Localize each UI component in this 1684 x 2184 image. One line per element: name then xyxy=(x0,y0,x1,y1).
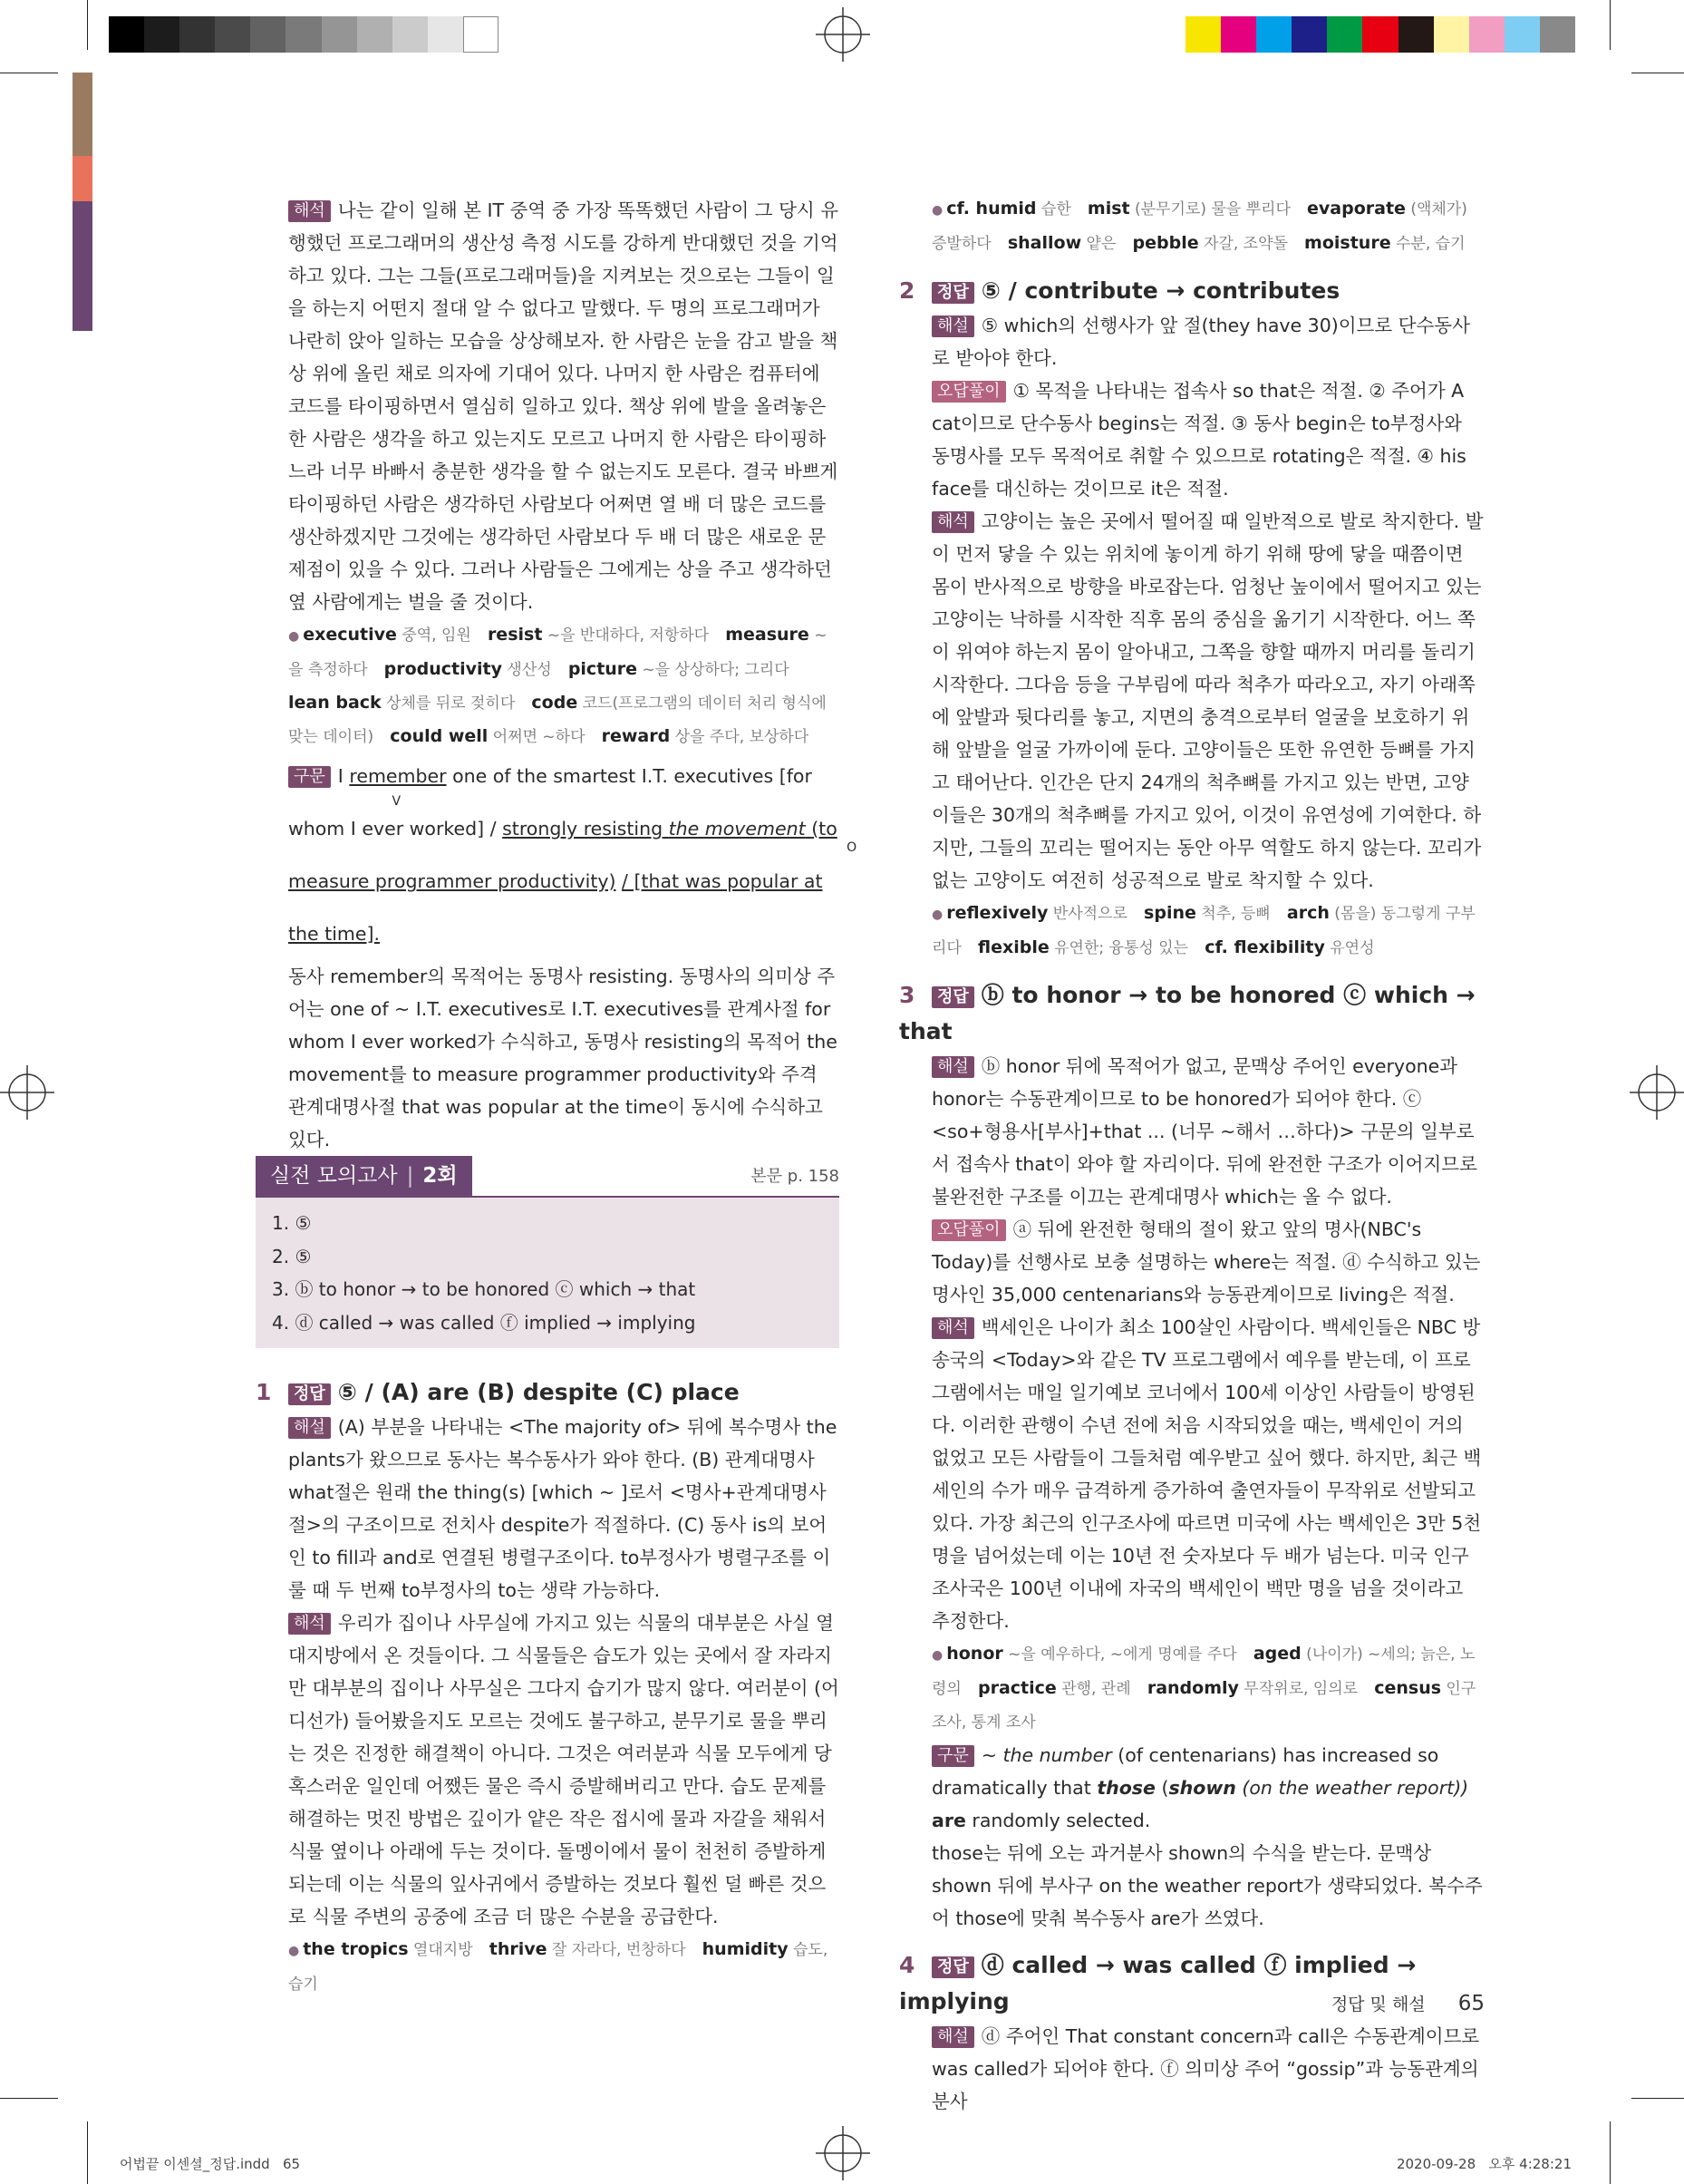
registration-mark xyxy=(1630,1065,1684,1120)
syntax-explanation: those는 뒤에 오는 과거분사 shown의 수식을 받는다. 문맥상 shown 뒤에 부사구 on the weather report가 생략되었다. 복수주어 those에 맞춰 복수동사 are가 쓰였다. xyxy=(932,1842,1483,1929)
vocab-list xyxy=(288,1933,839,2001)
color-swatch xyxy=(1292,16,1328,53)
vocab-meaning: 인구 조사, 통계 조사 xyxy=(932,1680,1476,1732)
color-swatch xyxy=(322,16,358,53)
vocab-word: cf. flexibility xyxy=(1205,937,1325,957)
vocab-word: picture xyxy=(567,659,638,679)
translation: 해석 우리가 집이나 사무실에 가지고 있는 식물의 대부분은 사실 열대지방에서 온 것들이다. 그 식물들은 습도가 있는 곳에서 잘 자라지만 대부분의 집이나 사무실은 그다지 습기가 많지 않다. 여러분이 (어디선가) 들어봤을지도 모르는 것에도 불구하고, 분무기로 물을 뿌리는 것은 진정한 해결책이 아니다. 그것은 여러분과 식물 모두에게 당혹스러운 일인데 어쨌든 물은 즉시 증발해버리고 만다. 습도 문제를 해결하는 멋진 방법은 깊이가 얕은 작은 접시에 물과 자갈을 채워서 식물 옆이나 아래에 두는 것이다. 돌멩이에서 물이 천천히 증발하게 되는데 이는 식물의 잎사귀에서 증발하는 것보다 훨씬 덜 빠른 것으로 식물 주변의 공중에 조금 더 많은 수분을 공급한다. xyxy=(288,1612,839,1927)
vocab-meaning: 습도, 습기 xyxy=(288,1941,828,1994)
answer-list xyxy=(256,1198,839,1348)
color-swatch xyxy=(1469,16,1505,53)
vocab-word: mist xyxy=(1087,199,1130,218)
right-column xyxy=(899,192,1485,2118)
wrong-answer-note: 오답풀이 ⓐ 뒤에 완전한 형태의 절이 왔고 앞의 명사(NBC's Today)를 선행사로 보충 설명하는 where는 적절. ⓓ 수식하고 있는 명사인 35,000 centenarians와 능동관계이므로 living은 적절. xyxy=(932,1218,1481,1306)
vocab-meaning: 무작위로, 임의로 xyxy=(1238,1680,1359,1698)
vocab-list xyxy=(288,618,839,753)
slug-date: 2020-09-28 오후 4:28:21 xyxy=(1396,2156,1572,2172)
vocab-meaning: 척추, 등뼈 xyxy=(1195,905,1271,923)
crop-mark xyxy=(1631,2098,1684,2099)
color-swatch xyxy=(1434,16,1470,53)
translation-paragraph: 해석 나는 같이 일해 본 IT 중역 중 가장 똑똑했던 사람이 그 당시 유행했던 프로그래머의 생산성 측정 시도를 강하게 반대했던 것을 기억하고 있다. 그는 그들(프로그래머들)을 지켜보는 것으로는 그들이 일을 하는지 어떤지 절대 알 수 없다고 말했다. 두 명의 프로그래머가 나란히 앉아 일하는 모습을 상상해보자. 한 사람은 눈을 감고 발을 책상 위에 올린 채로 의자에 기대어 있다. 나머지 한 사람은 컴퓨터에 코드를 타이핑하면서 열심히 일하고 있다. 책상 위에 발을 올려놓은 한 사람은 생각을 하고 있는지도 모르고 나머지 한 사람은 타이핑하느라 너무 바빠서 충분한 생각을 할 수 없는지도 모른다. 결국 바쁘게 타이핑하던 사람은 생각하던 사람보다 어쩌면 열 배 더 많은 코드를 생산하겠지만 그것에는 생각하던 사람보다 두 배 더 많은 새로운 문제점이 있을 수 있다. 그러나 사람들은 그에게는 상을 주고 생각하던 옆 사람에게는 벌을 줄 것이다. xyxy=(288,199,839,613)
vocab-word: aged xyxy=(1253,1644,1302,1664)
vocab-word: could well xyxy=(390,726,489,746)
crop-mark xyxy=(87,0,88,50)
crop-mark xyxy=(87,2121,88,2184)
vocab-meaning: ~을 상상하다; 그리다 xyxy=(637,661,789,679)
vocab-meaning: 반사적으로 xyxy=(1048,905,1128,923)
vocab-word: moisture xyxy=(1304,233,1391,253)
answer-line: 4 정답 ⓓ called → was called ⓕ implied → implying xyxy=(899,1952,1417,2014)
syntax-note: 구문 ~ the number (of centenarians) has increased so dramatically that those (shown (on the weather report)) are randomly selected. xyxy=(932,1744,1469,1831)
page-reference: 본문 p. 158 xyxy=(750,1167,839,1186)
color-swatch xyxy=(1327,16,1363,53)
syntax-explanation: 동사 remember의 목적어는 동명사 resisting. 동명사의 의미상 주어는 one of ~ I.T. executives로 I.T. executives를 관계사절 for whom I ever worked가 수식하고, 동명사 resisting의 목적어 the movement를 to measure programmer productivity와 주격 관계대명사절 that was popular at the time이 동시에 수식하고 있다. xyxy=(288,966,837,1150)
vocab-word: the tropics xyxy=(303,1939,409,1959)
answer-item: 1. ⑤ xyxy=(272,1212,312,1234)
color-swatch xyxy=(357,16,393,53)
registration-mark xyxy=(816,2126,870,2180)
vocab-word: measure xyxy=(725,625,809,645)
vocab-meaning: 중역, 임원 xyxy=(396,626,471,645)
color-swatch xyxy=(1362,16,1398,53)
vocab-word: practice xyxy=(977,1678,1057,1698)
vocab-word: lean back xyxy=(288,693,382,713)
crop-mark xyxy=(0,2098,58,2099)
vocab-meaning: 유연한; 융통성 있는 xyxy=(1049,939,1189,957)
bullet-icon: ● xyxy=(932,1648,944,1663)
vocab-meaning: (몸을) 동그렇게 구부리다 xyxy=(932,905,1476,957)
color-swatch xyxy=(1398,16,1435,53)
vocab-meaning: (분무기로) 물을 뿌리다 xyxy=(1129,200,1291,218)
bullet-icon: ● xyxy=(288,1944,300,1958)
answer-item: 4. ⓓ called → was called ⓕ implied → implying xyxy=(272,1311,696,1334)
color-swatch xyxy=(179,16,216,53)
syntax-tag: 구문 xyxy=(288,766,331,788)
vocab-word: randomly xyxy=(1147,1678,1239,1698)
color-swatch xyxy=(1221,16,1257,53)
answer-item: 3. ⓑ to honor → to be honored ⓒ which → that xyxy=(272,1278,696,1300)
vocab-word: resist xyxy=(487,625,543,645)
bullet-icon: ● xyxy=(288,629,300,644)
vocab-word: shallow xyxy=(1007,233,1082,253)
crop-mark xyxy=(1610,2121,1611,2184)
vocab-word: code xyxy=(531,693,578,713)
vocab-meaning: 습한 xyxy=(1036,200,1071,218)
slug-file-name: 어법끝 이센셜_정답.indd 65 xyxy=(120,2156,301,2172)
color-swatch xyxy=(392,16,429,53)
translation-tag: 해석 xyxy=(288,200,331,222)
vocab-word: evaporate xyxy=(1307,199,1406,218)
translation: 해석 고양이는 높은 곳에서 떨어질 때 일반적으로 발로 착지한다. 발이 먼저 닿을 수 있는 위치에 놓이게 하기 위해 땅에 닿을 때쯤이면 몸이 반사적으로 방향을 바로잡는다. 엄청난 높이에서 떨어지고 있는 고양이는 낙하를 시작한 직후 몸의 중심을 옮기기 시작한다. 어느 쪽이 위여야 하는지 몸이 알아내고, 그쪽을 향할 때까지 머리를 돌리기 시작한다. 그다음 등을 구부림에 따라 척추가 따라오고, 자기 아래쪽에 앞발과 뒷다리를 놓고, 지면의 충격으로부터 얼굴을 보호하기 위해 앞발을 얼굴 가까이에 둔다. 고양이들은 또한 유연한 등뼈를 가지고 태어난다. 인간은 단지 24개의 척추뼈를 가지고 있는 반면, 고양이들은 30개의 척추뼈를 가지고 있어, 이것이 유연성에 기여한다. 하지만, 그들의 꼬리는 떨어지는 동안 아무 역할도 하지 않는다. 꼬리가 없는 고양이도 여전히 성공적으로 발로 착지할 수 있다. xyxy=(932,510,1484,891)
bullet-icon: ● xyxy=(932,908,944,922)
vocab-meaning: 관행, 관례 xyxy=(1056,1680,1131,1698)
vocab-meaning: 코드(프로그램의 데이터 처리 형식에 맞는 데이터) xyxy=(288,694,827,746)
left-column-top xyxy=(288,194,857,1156)
color-swatch xyxy=(1505,16,1541,53)
vocab-meaning: ~을 측정하다 xyxy=(288,626,827,679)
vocab-meaning: 열대지방 xyxy=(408,1941,473,1959)
color-swatch xyxy=(1540,16,1576,53)
color-swatch xyxy=(463,16,499,53)
answer-line: 3 정답 ⓑ to honor → to be honored ⓒ which → that xyxy=(899,982,1476,1044)
gray-color-bar xyxy=(109,16,498,53)
vocab-word: executive xyxy=(303,625,397,645)
vocab-meaning: 상을 주다, 보상하다 xyxy=(670,728,809,746)
answer-line: 1 정답 ⑤ / (A) are (B) despite (C) place xyxy=(256,1379,740,1405)
vocab-meaning: 상체를 뒤로 젖히다 xyxy=(381,694,516,713)
vocab-meaning: 자갈, 조약돌 xyxy=(1198,235,1288,253)
registration-mark xyxy=(0,1065,54,1120)
side-tab-bar xyxy=(73,73,92,331)
syntax-note: 구문 I remember V one of the smartest I.T. executives [for whom I ever worked] / strongly resisting the movement (to measure programmer productivity) O / [that was popular at the time]. xyxy=(288,765,857,945)
vocab-word: productivity xyxy=(383,659,503,679)
bullet-icon: ● xyxy=(932,203,944,218)
vocab-meaning: 어쩌면 ~하다 xyxy=(488,728,586,746)
explanation: 해설 (A) 부분을 나타내는 <The majority of> 뒤에 복수명사 the plants가 왔으므로 동사는 복수동사가 와야 한다. (B) 관계대명사 what절은 원래 the thing(s) [which ~ ]로서 <명사+관계대명사절>의 구조이므로 전치사 despite가 적절하다. (C) 동사 is의 보어인 to fill과 and로 연결된 병렬구조이다. to부정사가 병렬구조를 이룰 때 두 번째 to부정사의 to는 생략 가능하다. xyxy=(288,1416,837,1601)
color-swatch xyxy=(109,16,145,53)
vocab-word: census xyxy=(1374,1678,1442,1698)
vocab-word: reward xyxy=(601,726,671,746)
vocab-word: thrive xyxy=(489,1939,547,1959)
color-swatch xyxy=(1256,16,1292,53)
vocab-meaning: ~을 예우하다, ~에게 명예를 주다 xyxy=(1002,1645,1237,1664)
vocab-list xyxy=(899,192,1485,260)
vocab-word: flexible xyxy=(977,937,1050,957)
color-swatch xyxy=(215,16,251,53)
vocab-list xyxy=(932,1637,1485,1739)
color-swatch xyxy=(1186,16,1222,53)
vocab-meaning: 얕은 xyxy=(1081,235,1117,253)
vocab-meaning: 잘 자라다, 번창하다 xyxy=(547,1941,686,1959)
color-swatch xyxy=(250,16,286,53)
vocab-list xyxy=(932,897,1485,965)
answer-box xyxy=(256,1156,839,1348)
translation: 해석 백세인은 나이가 최소 100살인 사람이다. 백세인들은 NBC 방송국의 <Today>와 같은 TV 프로그램에서 예우를 받는데, 이 프로그램에서는 매일 일기예보 코너에서 100세 이상인 사람들이 방영된다. 이러한 관행이 수년 전에 처음 시작되었을 때는, 백세인이 거의 없었고 모든 사람들이 그들처럼 예우받고 싶어 했다. 하지만, 최근 백세인의 수가 매우 급격하게 증가하여 출연자들이 무작위로 선발되고 있다. 가장 최근의 인구조사에 따르면 미국에 사는 백세인은 3만 5천 명을 넘어섰는데 이는 10년 전 숫자보다 두 배가 넘는다. 미국 인구조사국은 100년 이내에 자국의 백세인이 백만 명을 넘을 것이라고 추정한다. xyxy=(932,1316,1482,1632)
answer-item: 2. ⑤ xyxy=(272,1245,312,1267)
cmyk-color-bar xyxy=(1186,16,1575,53)
vocab-meaning: ~을 반대하다, 저항하다 xyxy=(542,626,710,645)
vocab-word: honor xyxy=(946,1644,1003,1664)
running-footer xyxy=(1331,1991,1485,2015)
vocab-meaning: (액체가) 증발하다 xyxy=(932,200,1467,253)
color-swatch xyxy=(428,16,464,53)
answer-line: 2 정답 ⑤ / contribute → contributes xyxy=(899,277,1340,304)
page-number: 65 xyxy=(1457,1992,1485,2015)
vocab-word: humidity xyxy=(702,1939,789,1959)
registration-mark xyxy=(816,7,870,62)
question-1 xyxy=(256,1374,839,2001)
vocab-word: pebble xyxy=(1132,233,1199,253)
color-swatch xyxy=(144,16,180,53)
section-label: 정답 및 해설 xyxy=(1331,1995,1426,2014)
explanation: 해설 ⓑ honor 뒤에 목적어가 없고, 문맥상 주어인 everyone과 honor는 수동관계이므로 to be honored가 되어야 한다. ⓒ <so+형용사[부사]+that ... (너무 ~해서 …하다)> 구문의 일부로서 접속사 that이 와야 할 자리이다. 뒤에 완전한 구조가 이어지므로 불완전한 구조를 이끄는 관계대명사 which는 올 수 없다. xyxy=(932,1055,1477,1208)
crop-mark xyxy=(1610,0,1611,50)
vocab-meaning: 생산성 xyxy=(502,661,552,679)
box-title: 실전 모의고사 | 2회 xyxy=(256,1156,472,1196)
vocab-word: spine xyxy=(1144,903,1196,923)
color-swatch xyxy=(286,16,322,53)
explanation: 해설 ⓓ 주어인 That constant concern과 call은 수동관계이므로 was called가 되어야 한다. ⓕ 의미상 주어 “gossip”과 능동관계의 분사 xyxy=(932,2025,1480,2112)
vocab-word: reflexively xyxy=(946,903,1049,923)
wrong-answer-note: 오답풀이 ① 목적을 나타내는 접속사 so that은 적절. ② 주어가 A cat이므로 단수동사 begins는 적절. ③ 동사 begin은 to부정사와 동명사를 모두 목적어로 취할 수 있으므로 rotating은 적절. ④ his face를 대신하는 것이므로 it은 적절. xyxy=(932,380,1466,500)
vocab-meaning: 유연성 xyxy=(1324,939,1375,957)
vocab-word: arch xyxy=(1286,903,1330,923)
vocab-word: cf. humid xyxy=(946,199,1037,218)
vocab-meaning: (나이가) ~세의; 늙은, 노령의 xyxy=(932,1645,1476,1698)
vocab-meaning: 수분, 습기 xyxy=(1390,235,1466,253)
explanation: 해설 ⑤ which의 선행사가 앞 절(they have 30)이므로 단수동사로 받아야 한다. xyxy=(932,315,1470,369)
